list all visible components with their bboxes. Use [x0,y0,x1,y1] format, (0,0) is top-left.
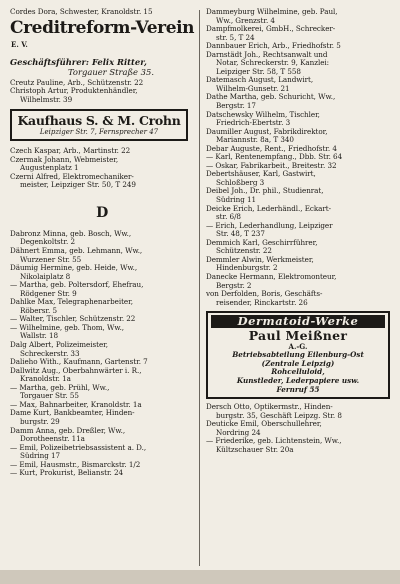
entry-line: Demmler Alwin, Werkmeister, [206,255,314,264]
directory-entry [10,341,195,358]
directory-entry [10,298,195,315]
entry-continuation: Ww., Grenzstr. 4 [216,15,275,25]
entry-line: — Erich, Lederhandlung, Leipziger [206,221,333,230]
directory-entry [10,384,195,401]
entry-continuation: Friedrich-Ebertstr. 3 [216,118,291,128]
creditreform-manager: Geschäftsführer: Felix Ritter, [10,56,147,67]
entry-continuation: burgstr. 35, Geschäft Leipzg. Str. 8 [216,410,342,420]
right-column [206,8,392,454]
entry-line: Demmich Karl, Geschirrführer, [206,238,318,247]
entry-line: Datschewsky Wilhelm, Tischler, [206,110,320,119]
directory-entry [10,147,195,156]
page-bottom-band [0,570,400,584]
entry-continuation: Bergstr. 2 [216,280,252,290]
entry-continuation: Bergstr. 17 [216,101,256,111]
right-entries-top [206,8,392,307]
directory-entry [206,162,392,171]
directory-entry [10,230,195,247]
entry-line: Creutz Pauline, Arb., Schützenstr. 22 [10,78,144,87]
directory-entry [10,427,195,444]
left-top-entries [10,8,195,17]
directory-entry [10,401,195,410]
directory-entry [206,239,392,256]
entry-line: — Max, Bahnarbeiter, Kranoldstr. 1a [10,400,142,409]
directory-entry [206,256,392,273]
directory-entry [10,264,195,281]
entry-continuation: str. 6/8 [216,212,241,222]
directory-entry [206,222,392,239]
directory-entry [10,324,195,341]
directory-entry [206,205,392,222]
entry-line: Danecke Hermann, Elektromonteur, [206,272,337,281]
entry-continuation: Wallstr. 18 [20,331,59,341]
directory-entry [10,8,195,17]
entry-continuation: burgstr. 29 [20,416,60,426]
entry-line: — Oskar, Fabrikarbeit., Breitestr. 32 [206,161,337,170]
entry-line: — Emil, Hausmstr., Bismarckstr. 1/2 [10,460,141,469]
dermatoid-company-form: A.-G. [288,342,308,352]
entry-line: Dathe Martha, geb. Schuricht, Ww., [206,93,336,102]
directory-entry [10,173,195,190]
directory-entry [10,367,195,384]
dermatoid-advert [206,311,390,399]
directory-entry [206,153,392,162]
entry-line: Dallwitz Aug., Oberbahnwärter i. R., [10,366,142,375]
dermatoid-lines [211,351,385,394]
directory-entry [206,128,392,145]
entry-line: Dampfmolkerei, GmbH., Schrecker- [206,25,336,34]
entry-continuation: Rödgener Str. 9 [20,288,77,298]
entry-continuation: Südring 17 [20,451,61,461]
entry-line: Dalg Albert, Polizeimeister, [10,341,109,350]
directory-entry [10,247,195,264]
entry-continuation: Nordring 24 [216,427,261,437]
directory-entry [10,87,195,104]
entry-line: Dersch Otto, Optikermstr., Hinden- [206,403,333,412]
directory-entry [206,93,392,110]
entry-continuation: Schreckerstr. 33 [20,348,80,358]
directory-entry [10,409,195,426]
d-entries [10,230,195,478]
entry-line: Cordes Dora, Schwester, Kranoldstr. 15 [10,8,153,16]
entry-line: — Karl, Rentenempfang., Dbb. Str. 64 [206,153,343,162]
entry-line: Dabronz Minna, geb. Bosch, Ww., [10,229,132,238]
entry-continuation: Str. 48, T 237 [216,229,265,239]
entry-line: Dannbauer Erich, Arb., Friedhofstr. 5 [206,42,341,51]
entry-line: Deicke Erich, Lederhändl., Eckart- [206,204,332,213]
dermatoid-line: (Zentrale Leipzig) [261,358,335,368]
right-entries-bottom [206,403,392,454]
dermatoid-line: Kunstleder, Lederpapiere usw. [236,375,360,385]
directory-entry [206,42,392,51]
creditreform-suffix: E. V. [11,39,28,49]
entry-line: Damm Anna, geb. Dreßler, Ww., [10,426,126,435]
entry-line: von Derfolden, Boris, Geschäfts- [206,290,323,299]
entry-continuation: meister, Leipziger Str. 50, T 249 [20,180,136,190]
creditreform-title: Creditreform-Verein [10,17,195,38]
entry-line: — Wilhelmine, geb. Thom, Ww., [10,323,125,332]
entry-continuation: Röbersr. 5 [20,305,58,315]
directory-entry [206,51,392,77]
directory-entry [10,281,195,298]
dermatoid-line: Fernruf 55 [276,384,320,394]
dermatoid-title: Dermatoid-Werke [211,315,385,328]
entry-continuation: reisender, Rinckartstr. 26 [216,297,308,307]
directory-entry [10,358,195,367]
entry-continuation: Torgauer Str. 55 [20,391,79,401]
directory-entry [10,79,195,88]
directory-entry [206,187,392,204]
entry-line: Däumig Hermine, geb. Heide, Ww., [10,264,138,273]
directory-entry [206,290,392,307]
directory-entry [206,273,392,290]
directory-entry [206,145,392,154]
kaufhaus-advert [10,109,188,141]
entry-line: — Friederike, geb. Lichtenstein, Ww., [206,437,342,446]
creditreform-advert [10,18,195,77]
directory-entry [206,437,392,454]
entry-line: Dahlke Max, Telegraphenarbeiter, [10,298,133,307]
directory-entry [206,25,392,42]
entry-line: Deibel Joh., Dr. phil., Studienrat, [206,187,324,196]
creditreform-address: Torgauer Straße 35. [68,66,154,77]
entry-continuation: Südring 11 [216,195,257,205]
entry-line: — Emil, Polizeibetriebsassistent a. D., [10,443,147,452]
entry-line: Czermak Johann, Webmeister, [10,155,119,164]
entry-line: — Walter, Tischler, Schützenstr. 22 [10,315,136,324]
left-column [10,8,195,478]
entry-continuation: Leipziger Str. 58, T 558 [216,66,301,76]
section-letter: D [96,204,109,221]
directory-entry [10,469,195,478]
left-mid-entries [10,79,195,105]
entry-continuation: Augustenplatz 1 [20,163,79,173]
kaufhaus-title: Kaufhaus S. & M. Crohn [17,113,181,129]
entry-continuation: Hindenburgstr. 2 [216,263,278,273]
entry-line: Christoph Artur, Produktenhändler, [10,87,138,96]
entry-continuation: Notar, Schreckerstr. 9, Kanzlei: [216,58,330,68]
entry-line: Dalieho With., Kaufmann, Gartenstr. 7 [10,358,148,367]
c-entries [10,147,195,190]
directory-entry [206,111,392,128]
entry-line: Debar Auguste, Rent., Friedhofstr. 4 [206,144,337,153]
entry-line: Dammeyburg Wilhelmine, geb. Paul, [206,8,338,16]
entry-line: — Kurt, Prokurist, Belianstr. 24 [10,469,124,478]
dermatoid-line: Rohcelluloid, [271,367,325,377]
entry-line: Datemasch August, Landwirt, [206,76,314,85]
entry-continuation: Degenkoltstr. 2 [20,237,75,247]
entry-line: Czerni Alfred, Elektromechaniker- [10,172,134,181]
entry-continuation: Schützenstr. 22 [216,246,272,256]
directory-entry [206,403,392,420]
entry-line: Czech Kaspar, Arb., Martinstr. 22 [10,147,131,156]
directory-entry [206,420,392,437]
directory-entry [10,156,195,173]
directory-entry [206,170,392,187]
kaufhaus-address: Leipziger Str. 7, Fernsprecher 47 [39,128,159,137]
entry-continuation: Nikolaiplatz 8 [20,271,71,281]
directory-entry [206,8,392,25]
entry-continuation: Wurzener Str. 55 [20,254,82,264]
entry-continuation: Schloßberg 3 [216,177,265,187]
dermatoid-line: Betriebsabteilung Eilenburg-Ost [232,350,364,360]
entry-continuation: Dorotheenstr. 11a [20,434,85,444]
entry-continuation: Wilhelmstr. 39 [20,94,73,104]
entry-continuation: Kranoldstr. 1a [20,374,71,384]
entry-line: Darnstädt Joh., Rechtsanwalt und [206,50,328,59]
directory-entry [10,444,195,461]
entry-continuation: Kültzschauer Str. 20a [216,444,294,454]
directory-entry [10,315,195,324]
entry-continuation: Wilhelm-Gunsetr. 21 [216,83,290,93]
entry-line: — Martha, geb. Prühl, Ww., [10,383,110,392]
entry-line: Dähnert Emma, geb. Lehmann, Ww., [10,247,143,256]
entry-line: Daumiller August, Fabrikdirektor, [206,127,328,136]
entry-continuation: str. 5, T 24 [216,32,255,42]
entry-line: Dame Kurt, Bankbeamter, Hinden- [10,409,135,418]
entry-line: Debertshäuser, Karl, Gastwirt, [206,170,316,179]
entry-line: — Martha, geb. Poltersdorf, Ehefrau, [10,281,144,290]
entry-line: Deuticke Emil, Oberschullehrer, [206,420,322,429]
entry-continuation: Mariannstr. 8a, T 340 [216,135,294,145]
directory-entry [10,461,195,470]
directory-entry [206,76,392,93]
column-divider [199,10,200,566]
dermatoid-owner: Paul Meißner [248,328,348,344]
